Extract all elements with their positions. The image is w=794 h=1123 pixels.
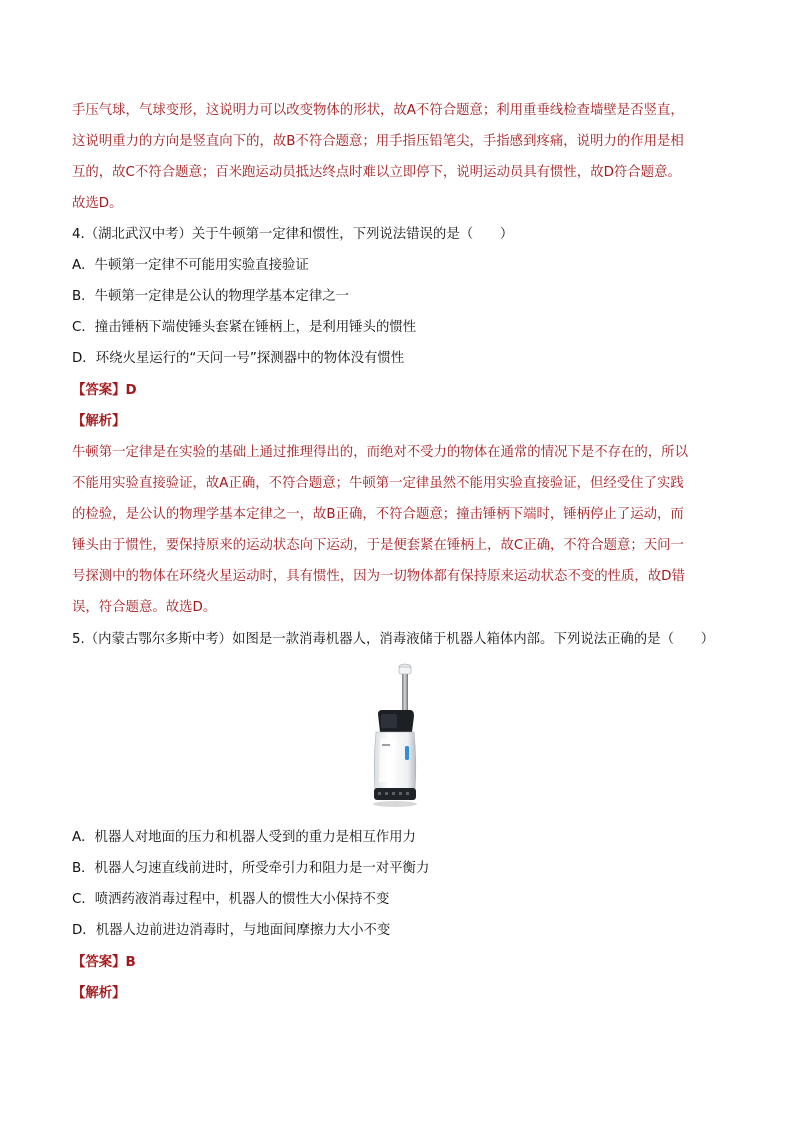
question-4-analysis-line-2: 不能用实验直接验证，故A正确，不符合题意；牛顿第一定律虽然不能用实验直接验证，但经受住了实践 [72, 476, 684, 491]
question-4-analysis-line-5: 号探测中的物体在环绕火星运动时，具有惯性，因为一切物体都有保持原来运动状态不变的性质，故D错 [72, 569, 685, 584]
question-5-answer: 【答案】B [72, 955, 136, 970]
question-4-answer: 【答案】D [72, 383, 137, 398]
question-4-option-c: C．撞击锤柄下端使锤头套紧在锤柄上，是利用锤头的惯性 [72, 320, 417, 335]
question-4-stem: 4.（湖北武汉中考）关于牛顿第一定律和惯性，下列说法错误的是（ ） [72, 227, 514, 242]
prev-explanation-line-1: 手压气球，气球变形，这说明力可以改变物体的形状，故A不符合题意；利用重垂线检查墙壁是否竖直， [72, 103, 684, 118]
prev-explanation-line-3: 互的，故C不符合题意；百米跑运动员抵达终点时难以立即停下，说明运动员具有惯性，故D符合题意。 [72, 165, 681, 180]
question-4-analysis-line-3: 的检验，是公认的物理学基本定律之一，故B正确，不符合题意；撞击锤柄下端时，锤柄停止了运动，而 [72, 507, 684, 522]
question-4-option-a: A．牛顿第一定律不可能用实验直接验证 [72, 258, 309, 273]
prev-explanation-line-2: 这说明重力的方向是竖直向下的，故B不符合题意；用手指压铅笔尖，手指感到疼痛，说明力的作用是相 [72, 134, 684, 149]
question-5-option-c: C．喷洒药液消毒过程中，机器人的惯性大小保持不变 [72, 892, 390, 907]
question-4-analysis-line-1: 牛顿第一定律是在实验的基础上通过推理得出的，而绝对不受力的物体在通常的情况下是不存在的，所以 [72, 445, 688, 460]
question-5-option-a: A．机器人对地面的压力和机器人受到的重力是相互作用力 [72, 830, 416, 845]
question-5-stem: 5.（内蒙古鄂尔多斯中考）如图是一款消毒机器人，消毒液储于机器人箱体内部。下列说法正确的是（ ） [72, 632, 715, 647]
disinfection-robot-image [370, 662, 420, 810]
question-5-option-d: D．机器人边前进边消毒时，与地面间摩擦力大小不变 [72, 923, 391, 938]
question-4-option-b: B．牛顿第一定律是公认的物理学基本定律之一 [72, 289, 349, 304]
prev-explanation-line-4: 故选D。 [72, 196, 123, 211]
question-5-option-b: B．机器人匀速直线前进时，所受牵引力和阻力是一对平衡力 [72, 861, 430, 876]
question-4-analysis-label: 【解析】 [72, 414, 126, 429]
question-4-analysis-line-4: 锤头由于惯性，要保持原来的运动状态向下运动，于是便套紧在锤柄上，故C正确，不符合题意；天问一 [72, 538, 684, 553]
question-5-analysis-label: 【解析】 [72, 986, 126, 1001]
question-4-analysis-line-6: 误，符合题意。故选D。 [72, 600, 217, 615]
question-4-option-d: D．环绕火星运行的“天问一号”探测器中的物体没有惯性 [72, 351, 405, 366]
